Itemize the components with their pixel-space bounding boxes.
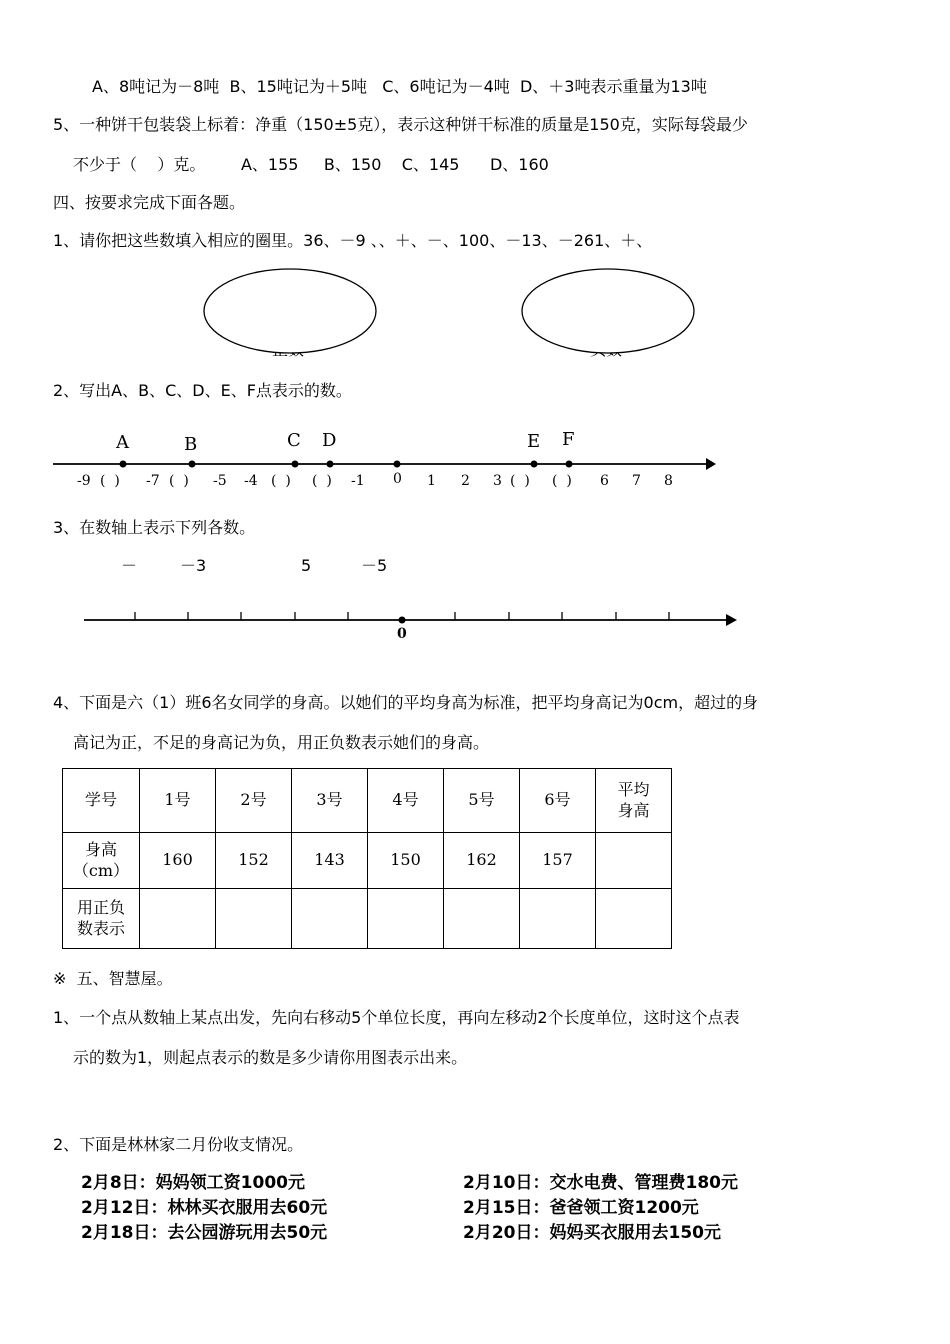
- plot-number: －: [121, 556, 138, 575]
- section5-title: ※ 五、智慧屋。: [53, 969, 173, 988]
- student-id-header: 学号: [84, 790, 117, 810]
- signed-answer-cell[interactable]: [444, 889, 520, 949]
- signed-answer-cell[interactable]: [292, 889, 368, 949]
- point-a-dot: [120, 461, 127, 468]
- origin-dot-2: [399, 617, 406, 624]
- point-d-dot: [327, 461, 334, 468]
- q5-1-line2: 示的数为1，则起点表示的数是多少请你用图表示出来。: [73, 1048, 468, 1067]
- avg-label-1: 平均: [617, 779, 650, 799]
- q4-4-line2: 高记为正，不足的身高记为负，用正负数表示她们的身高。: [73, 733, 490, 752]
- positive-numbers-circle[interactable]: [204, 269, 376, 353]
- tick-label: -9: [77, 473, 91, 489]
- signed-answer-cell[interactable]: [368, 889, 444, 949]
- number-line-2: [84, 612, 737, 626]
- ledger-entry: 2月15日：爸爸领工资1200元: [463, 1198, 699, 1218]
- section4-title: 四、按要求完成下面各题。: [53, 193, 246, 212]
- table-header-cell: [140, 769, 216, 833]
- number-line-1: [53, 458, 716, 470]
- q3-5-line2: 不少于（ ）克。 A、155 B、150 C、145 D、160: [73, 155, 549, 174]
- table-header-cell: [216, 769, 292, 833]
- table-header-cell: [444, 769, 520, 833]
- column-header: 3号: [316, 790, 343, 810]
- tick-label: 1: [427, 473, 436, 489]
- tick-label: 7: [632, 473, 641, 489]
- q4-1-text: 1、请你把这些数填入相应的圈里。36、－9 、、＋、－、100、－13、－261、＋、: [53, 231, 653, 250]
- answer-blank-c[interactable]: ( ): [271, 473, 291, 489]
- point-b-dot: [189, 461, 196, 468]
- ledger-entry: 2月10日：交水电费、管理费180元: [463, 1173, 738, 1193]
- answer-blank-e[interactable]: ( ): [510, 473, 530, 489]
- point-b-label: B: [184, 434, 198, 455]
- signed-answer-cell[interactable]: [520, 889, 596, 949]
- tick-label: -7: [146, 473, 160, 489]
- origin-label-2: 0: [397, 626, 407, 642]
- point-c-dot: [292, 461, 299, 468]
- answer-blank-b[interactable]: ( ): [169, 473, 189, 489]
- q5-2-text: 2、下面是林林家二月份收支情况。: [53, 1135, 304, 1154]
- signed-answer-cell[interactable]: [216, 889, 292, 949]
- row-header-cell: [63, 833, 140, 889]
- table-header-cell: [292, 769, 368, 833]
- avg-label-2: 身高: [617, 800, 650, 820]
- answer-blank-a[interactable]: ( ): [100, 473, 120, 489]
- point-c-label: C: [287, 430, 301, 451]
- height-cell: 150: [368, 833, 444, 889]
- height-cell: 143: [292, 833, 368, 889]
- answer-blank-f[interactable]: ( ): [552, 473, 572, 489]
- tick-label: -4: [244, 473, 258, 489]
- tick-label: 6: [600, 473, 609, 489]
- q4-4-line1: 4、下面是六（1）班6名女同学的身高。以她们的平均身高为标准，把平均身高记为0cm，超过的身: [53, 693, 759, 712]
- column-header: 6号: [544, 790, 571, 810]
- point-e-dot: [531, 461, 538, 468]
- column-header: 1号: [164, 790, 191, 810]
- table-header-cell: [520, 769, 596, 833]
- tick-label: 3: [493, 473, 502, 489]
- point-d-label: D: [322, 430, 337, 451]
- q4-3-text: 3、在数轴上表示下列各数。: [53, 518, 256, 537]
- signed-label-1: 用正负: [76, 897, 125, 917]
- point-f-label: F: [562, 429, 575, 450]
- point-f-dot: [566, 461, 573, 468]
- height-cell: 152: [216, 833, 292, 889]
- plot-number: 5: [301, 556, 312, 575]
- table-header-cell: [596, 769, 672, 833]
- column-header: 4号: [392, 790, 419, 810]
- average-height-answer-cell[interactable]: [596, 833, 672, 889]
- tick-label: -1: [351, 473, 365, 489]
- ledger-entry: 2月20日：妈妈买衣服用去150元: [463, 1223, 721, 1243]
- heights-table: [62, 768, 672, 949]
- column-header: 5号: [468, 790, 495, 810]
- table-header-cell: [63, 769, 140, 833]
- point-e-label: E: [527, 431, 541, 452]
- signed-answer-cell[interactable]: [596, 889, 672, 949]
- row-header-cell: [63, 889, 140, 949]
- height-cell: 162: [444, 833, 520, 889]
- ledger-entry: 2月12日：林林买衣服用去60元: [81, 1198, 328, 1218]
- origin-dot: [394, 461, 401, 468]
- point-a-label: A: [116, 432, 129, 453]
- height-cell: 157: [520, 833, 596, 889]
- height-cell: 160: [140, 833, 216, 889]
- height-label-1: 身高: [84, 839, 117, 859]
- q3-5-line1: 5、一种饼干包装袋上标着：净重（150±5克），表示这种饼干标准的质量是150克，实际每袋最少: [53, 115, 748, 134]
- ledger-entry: 2月18日：去公园游玩用去50元: [81, 1223, 328, 1243]
- tick-label: 8: [664, 473, 673, 489]
- signed-answer-cell[interactable]: [140, 889, 216, 949]
- tick-label: 0: [393, 471, 402, 487]
- negative-numbers-circle[interactable]: [522, 269, 694, 353]
- tick-label: -5: [213, 473, 227, 489]
- q4-2-text: 2、写出A、B、C、D、E、F点表示的数。: [53, 381, 352, 400]
- q5-1-line1: 1、一个点从数轴上某点出发，先向右移动5个单位长度，再向左移动2个长度单位，这时这个点表: [53, 1008, 740, 1027]
- plot-number: －3: [180, 556, 207, 575]
- plot-number: －5: [361, 556, 388, 575]
- q3-4-options: A、8吨记为－8吨 B、15吨记为＋5吨 C、6吨记为－4吨 D、＋3吨表示重量为13吨: [92, 77, 707, 96]
- tick-label: 2: [461, 473, 470, 489]
- column-header: 2号: [240, 790, 267, 810]
- signed-label-2: 数表示: [76, 918, 125, 938]
- height-label-2: （cm）: [72, 860, 130, 880]
- table-header-cell: [368, 769, 444, 833]
- answer-blank-d[interactable]: ( ): [312, 473, 332, 489]
- ledger-entry: 2月8日：妈妈领工资1000元: [81, 1173, 305, 1193]
